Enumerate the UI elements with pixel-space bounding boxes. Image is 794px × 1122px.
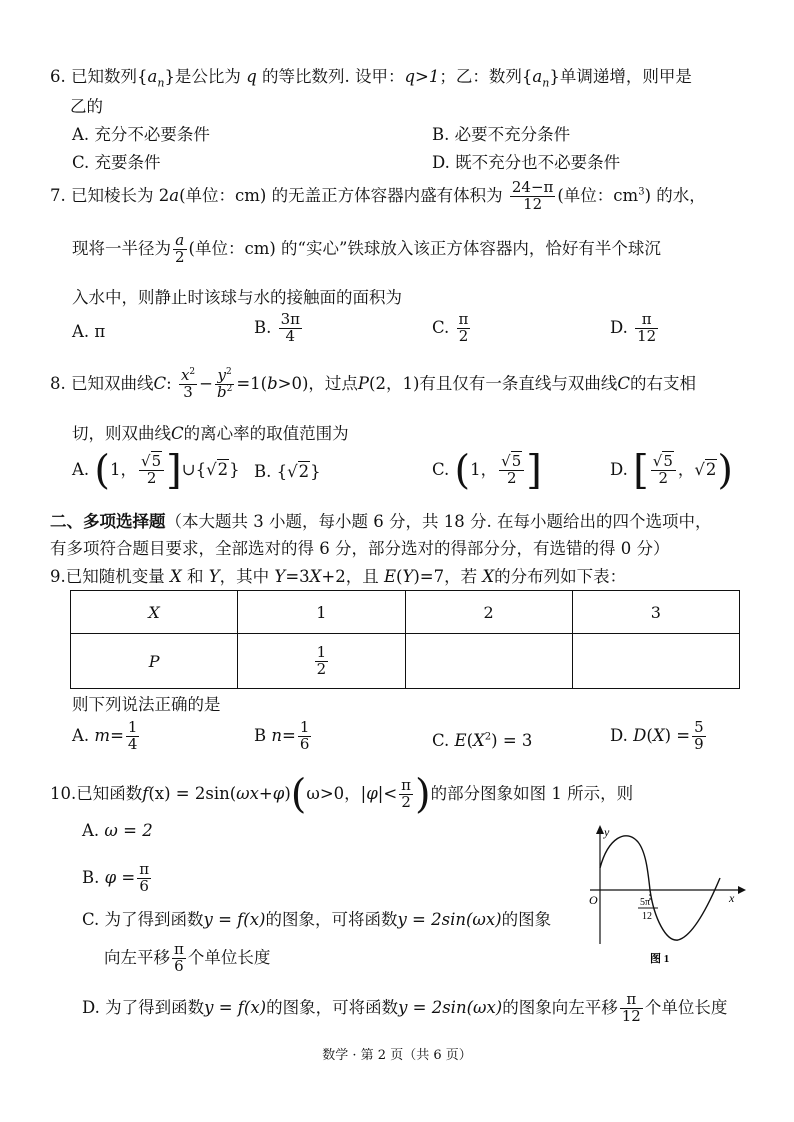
q10-option-c: C. 为了得到函数y = f(x)的图象，可将函数y = 2sin(ωx)的图象 [82,910,552,929]
q6-option-a: A. 充分不必要条件 [72,125,210,144]
q9-option-d: D. D(X) = $\frac{5}{9}$ [610,718,704,753]
table-header-cell: 1 [238,591,405,634]
question-number: 10. [50,783,77,803]
figure-1-graph [586,820,756,970]
q8-option-b: B. {√2} [254,462,321,481]
table-cell: $\frac{1}{2}$ [238,634,405,689]
question-number: 7. [50,185,66,205]
q7-stem-line3: 入水中，则静止时该球与水的接触面的面积为 [72,288,402,307]
table-header-cell: X [71,591,238,634]
table-header-cell: 3 [572,591,739,634]
section-heading: 二、多项选择题（本大题共 3 小题，每小题 6 分，共 18 分. 在每小题给出的四个选项中， [50,512,712,531]
q10-option-a: A. ω = 2 [82,821,153,840]
q9-prompt: 则下列说法正确的是 [72,695,221,714]
q9-option-b: B n= $\frac{1}{6}$ [254,718,310,753]
q9-stem: 9.已知随机变量 X 和 Y，其中 Y=3X+2，且 E(Y)=7，若 X的分布列如下表： [50,567,627,586]
q8-stem-line1: 8. 已知双曲线C: $\frac{x^2}{3}$ − $\frac{y^2}{b^2}$ =1(b>0)，过点P(2，1)有且仅有一条直线与双曲线C的右支相 [50,366,697,401]
question-number: 8. [50,373,66,393]
table-cell [572,634,739,689]
volume-fraction: $\frac{24-\pi}{12}$ [511,178,554,213]
table-cell: P [71,634,238,689]
q7-option-c: C. $\frac{\pi}{2}$ [432,310,469,345]
graph-origin-label: O [589,893,598,907]
section-description: 有多项符合题目要求，全部选对的得 6 分，部分选对的得部分分，有选错的得 0 分） [50,539,670,558]
q8-option-d: D. [ $\frac{√5}{2}$ ，√2) [610,447,733,494]
table-header-cell: 2 [405,591,572,634]
question-number: 9. [50,567,66,586]
q7-option-a: A. π [72,322,106,341]
q9-option-c: C. $E(X^2) = 3$ [432,731,533,750]
graph-y-label: y [604,825,610,839]
q6-stem: 6. 已知数列$\{a_n\}$是公比为 q 的等比数列. 设甲：q>1；乙：数列$\{a_n\}$单调递增，则甲是 [50,67,692,90]
question-number: 6. [50,67,66,86]
figure-caption: 图 1 [650,953,670,965]
q10-stem: 10.已知函数f(x) = 2sin(ωx+φ)(ω>0，|φ|< $\frac{\pi}{2}$ )的部分图象如图 1 所示，则 [50,771,634,818]
q7-stem-line1: 7. 已知棱长为 2a(单位：cm) 的无盖正方体容器内盛有体积为 $\frac{24-\pi}{12}$ (单位：$cm^3$) 的水， [50,178,706,213]
q7-option-d: D. $\frac{\pi}{12}$ [610,310,657,345]
q6-option-b: B. 必要不充分条件 [432,125,571,144]
q10-option-d: D. 为了得到函数y = f(x)的图象，可将函数y = 2sin(ωx)的图象向左平移 $\frac{\pi}{12}$ 个单位长度 [82,990,728,1025]
q6-stem-line2: 乙的 [70,97,103,116]
q9-option-a: A. m= $\frac{1}{4}$ [72,718,138,753]
q8-stem-line2: 切，则双曲线C的离心率的取值范围为 [72,424,349,443]
table-row [71,634,740,689]
x-axis-arrow [738,886,746,894]
graph-x-label: x [729,891,735,905]
distribution-table [70,590,740,689]
table-cell [405,634,572,689]
page-footer: 数学 · 第 2 页（共 6 页） [322,1048,472,1063]
q7-option-b: B. $\frac{3\pi}{4}$ [254,310,301,345]
q6-option-c: C. 充要条件 [72,153,161,172]
q6-option-d: D. 既不充分也不必要条件 [432,153,621,172]
q7-stem-line2: 现将一半径为 $\frac{a}{2}$ (单位：cm) 的“实心”铁球放入该正方体容器内，恰好有半个球沉 [72,231,661,266]
y-axis-arrow [596,825,604,834]
q10-option-c-line2: 向左平移 $\frac{\pi}{6}$ 个单位长度 [104,940,271,975]
sine-curve [600,836,720,940]
q8-option-a: A. (1， $\frac{√5}{2}$ ]∪{√2} [72,447,240,494]
graph-tick-den: 12 [642,911,652,922]
q10-option-b: B. φ = $\frac{\pi}{6}$ [82,860,150,895]
table-row [71,591,740,634]
q8-option-c: C. (1， $\frac{√5}{2}$ ] [432,447,542,494]
radius-fraction: $\frac{a}{2}$ [175,231,185,266]
graph-tick-num: 5π [640,897,651,908]
